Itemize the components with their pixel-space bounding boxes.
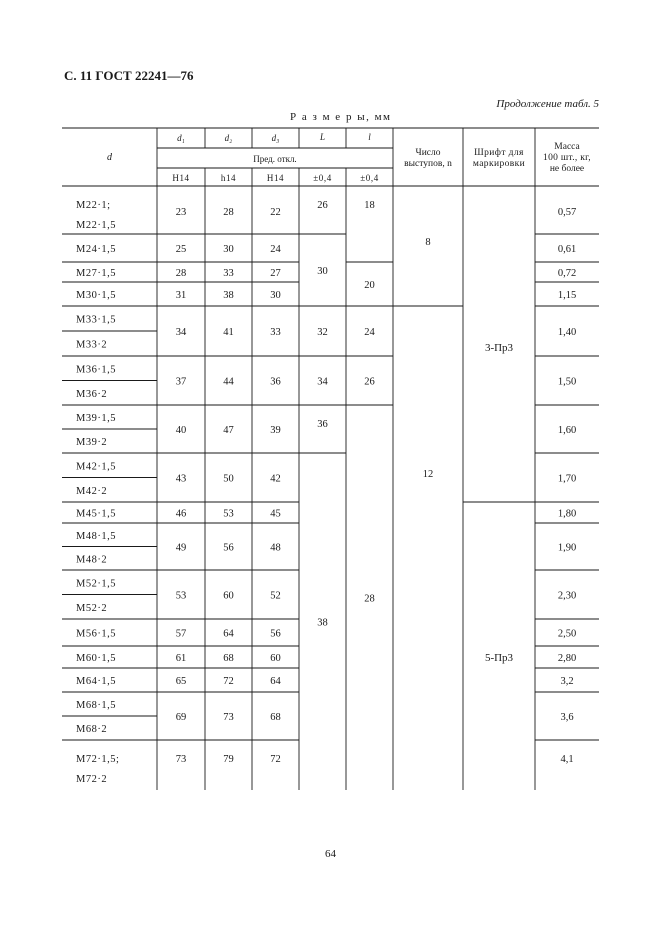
- thread-size: M42·2: [76, 485, 108, 497]
- value-d2: 33: [223, 268, 234, 279]
- value-d2: 60: [223, 590, 234, 602]
- value-L: 38: [317, 617, 328, 629]
- value-d1: 49: [175, 542, 187, 554]
- thread-size: M24·1,5: [76, 244, 116, 255]
- header-mass: не более: [549, 164, 585, 174]
- value-d3: 33: [270, 327, 281, 338]
- value-mass: 1,60: [557, 425, 577, 436]
- value-l: 20: [364, 280, 375, 291]
- value-d1: 65: [175, 676, 187, 687]
- value-d3: 39: [270, 425, 281, 436]
- value-d1: 73: [175, 754, 187, 765]
- header-font: маркировки: [472, 159, 526, 169]
- table-continuation-label: Продолжение табл. 5: [496, 98, 599, 110]
- thread-size: M52·1,5: [76, 578, 116, 590]
- header-d3: d₃: [271, 133, 280, 143]
- value-L: 32: [317, 327, 328, 338]
- value-d1: 57: [175, 628, 187, 640]
- value-mass: 1,90: [557, 542, 577, 554]
- value-d1: 43: [175, 473, 187, 485]
- value-font: 3-Пр3: [484, 342, 514, 354]
- header-tolerance: Пред. откл.: [253, 154, 297, 164]
- thread-size: M42·1,5: [76, 461, 116, 473]
- value-d2: 38: [223, 290, 234, 301]
- value-d3: 56: [270, 628, 281, 640]
- value-d2: 64: [223, 628, 234, 640]
- value-font: 5-Пр3: [484, 652, 514, 664]
- thread-size: M60·1,5: [76, 653, 116, 664]
- thread-size: M36·2: [76, 388, 108, 400]
- thread-size: M36·1,5: [76, 364, 116, 376]
- header-font: Шрифт для: [474, 148, 524, 158]
- value-d1: 37: [175, 376, 187, 388]
- value-d2: 68: [223, 653, 234, 664]
- thread-size: M48·2: [76, 554, 108, 566]
- thread-size: M27·1,5: [76, 268, 116, 279]
- header-l: l: [368, 132, 371, 142]
- value-d1: 28: [175, 268, 187, 279]
- value-d3: 68: [270, 712, 281, 723]
- value-d3: 60: [270, 653, 281, 664]
- value-L: 36: [317, 419, 328, 430]
- value-d1: 31: [175, 290, 187, 301]
- value-l: 26: [364, 376, 375, 388]
- thread-size: M72·1,5;: [76, 754, 120, 765]
- header-n: Число: [415, 148, 441, 158]
- value-d1: 69: [175, 712, 187, 723]
- value-L: 26: [317, 200, 328, 211]
- thread-size: M68·2: [76, 724, 108, 735]
- sizes-label: Р а з м е р ы, мм: [290, 111, 392, 123]
- thread-size: M45·1,5: [76, 508, 116, 520]
- value-d3: 72: [270, 754, 281, 765]
- value-d1: 40: [175, 425, 187, 436]
- value-mass: 1,15: [557, 290, 577, 301]
- header-d: d: [107, 152, 112, 163]
- thread-size: M22·1,5: [76, 220, 116, 231]
- value-mass: 1,80: [557, 508, 577, 520]
- thread-size: M22·1;: [76, 200, 111, 211]
- value-mass: 3,6: [560, 712, 574, 723]
- value-d3: 30: [270, 290, 281, 301]
- value-d3: 22: [270, 207, 281, 218]
- thread-size: M33·1,5: [76, 314, 116, 326]
- thread-size: M56·1,5: [76, 628, 116, 640]
- value-d2: 56: [223, 542, 234, 554]
- thread-size: M39·2: [76, 437, 108, 448]
- value-mass: 0,57: [557, 207, 577, 218]
- value-d2: 79: [223, 754, 234, 765]
- thread-size: M33·2: [76, 339, 108, 351]
- value-l: 18: [364, 200, 375, 211]
- thread-size: M39·1,5: [76, 413, 116, 424]
- value-mass: 1,40: [557, 327, 577, 338]
- value-l: 24: [364, 327, 375, 338]
- thread-size: M52·2: [76, 602, 108, 614]
- value-d3: 52: [270, 590, 281, 602]
- header-mass: 100 шт., кг,: [543, 153, 591, 163]
- value-n: 8: [425, 237, 431, 248]
- value-L: 34: [317, 376, 328, 388]
- value-d2: 44: [223, 376, 234, 388]
- value-mass: 0,61: [557, 244, 577, 255]
- tolerance-d1: H14: [172, 173, 190, 183]
- value-d2: 28: [223, 207, 234, 218]
- header-d2: d₂: [224, 133, 233, 143]
- header-L: L: [319, 132, 326, 142]
- thread-size: M68·1,5: [76, 700, 116, 711]
- thread-size: M48·1,5: [76, 530, 116, 542]
- tolerance-d2: h14: [220, 173, 237, 183]
- thread-size: M30·1,5: [76, 290, 116, 301]
- value-d1: 34: [175, 327, 187, 338]
- value-d3: 27: [270, 268, 281, 279]
- header-d1: d₁: [177, 133, 185, 143]
- value-n: 12: [422, 469, 434, 480]
- thread-size: M64·1,5: [76, 676, 116, 687]
- value-d3: 48: [270, 542, 281, 554]
- header-mass: Масса: [554, 142, 580, 152]
- header-n: выступов, n: [404, 159, 452, 169]
- value-mass: 2,80: [557, 653, 577, 664]
- value-d2: 72: [223, 676, 234, 687]
- value-d3: 45: [270, 508, 281, 520]
- page-number: 64: [325, 848, 336, 860]
- value-mass: 1,70: [557, 473, 577, 485]
- value-d3: 36: [270, 376, 281, 388]
- value-d1: 25: [175, 244, 187, 255]
- tolerance-d3: H14: [266, 173, 285, 183]
- value-mass: 1,50: [557, 376, 577, 388]
- value-d3: 64: [270, 676, 281, 687]
- value-d2: 47: [223, 425, 234, 436]
- value-mass: 0,72: [557, 268, 577, 279]
- value-d2: 30: [223, 244, 234, 255]
- document-header: С. 11 ГОСТ 22241—76: [64, 68, 194, 83]
- value-d1: 46: [175, 508, 187, 520]
- value-d2: 53: [223, 508, 234, 520]
- value-mass: 4,1: [560, 754, 574, 765]
- value-d3: 24: [270, 244, 281, 255]
- value-d2: 50: [223, 473, 234, 485]
- value-mass: 3,2: [560, 676, 574, 687]
- value-L: 30: [317, 266, 328, 277]
- tolerance-l: ±0,4: [360, 173, 379, 183]
- value-d1: 23: [175, 207, 187, 218]
- tolerance-L: ±0,4: [313, 173, 332, 183]
- value-l: 28: [364, 593, 375, 605]
- value-d1: 61: [175, 653, 187, 664]
- value-mass: 2,30: [557, 590, 577, 602]
- value-d2: 41: [223, 327, 234, 338]
- value-mass: 2,50: [557, 628, 577, 640]
- value-d1: 53: [175, 590, 187, 602]
- thread-size: M72·2: [76, 774, 108, 785]
- value-d2: 73: [223, 712, 234, 723]
- value-d3: 42: [270, 473, 281, 485]
